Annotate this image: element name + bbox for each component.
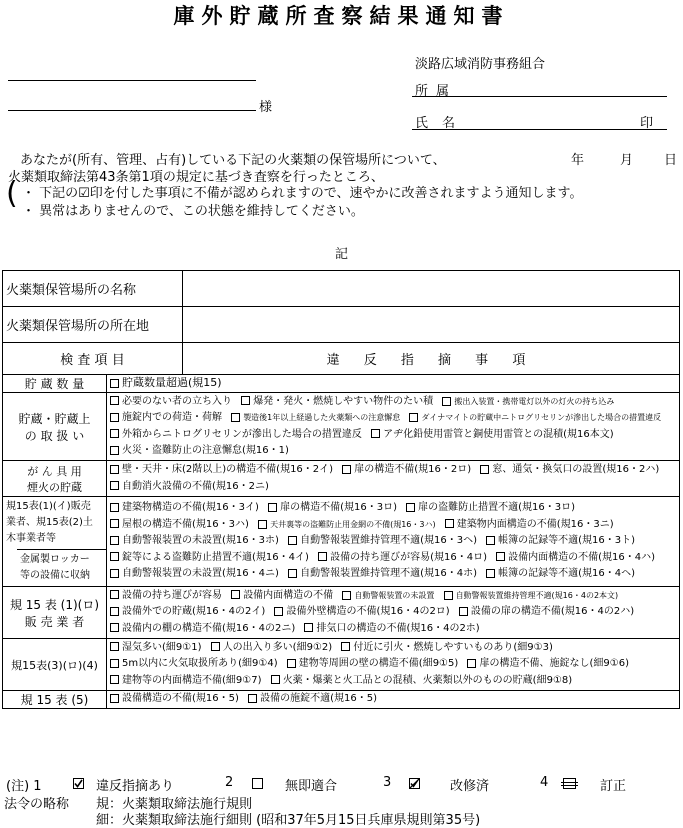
legend-corrected-icon <box>563 778 576 789</box>
checkbox[interactable] <box>406 503 415 512</box>
violation-item[interactable]: 火災・盗難防止の注意懈怠(規16・1) <box>110 443 289 460</box>
seal-mark: 印 <box>640 116 654 131</box>
name-line[interactable] <box>412 129 667 130</box>
violation-item[interactable]: 設備内面構造の不備(規16・4ハ) <box>496 550 655 567</box>
checkbox[interactable] <box>110 569 119 578</box>
violation-item[interactable]: 設備の持ち運びが容易(規16・4ロ) <box>318 550 487 567</box>
checkbox[interactable] <box>258 520 267 529</box>
date-day: 日 <box>664 153 678 168</box>
note-3-num: 3 <box>383 775 392 790</box>
checkbox[interactable] <box>445 519 454 528</box>
header-category: 検 査 項 目 <box>3 343 183 375</box>
checkbox[interactable] <box>467 659 476 668</box>
checkbox[interactable] <box>241 396 250 405</box>
note-2-num: 2 <box>225 775 234 790</box>
violation-item[interactable]: 製造後1年以上経過した火薬類への注意懈怠 <box>231 410 400 427</box>
note-violation: 違反指摘あり <box>96 779 175 794</box>
cat-table15-5: 規 15 表 (5) <box>3 691 107 709</box>
date-year: 年 <box>571 153 585 168</box>
cat-toy-fireworks: が ん 具 用 煙火の貯蔵 <box>3 461 107 497</box>
checkbox[interactable] <box>342 591 351 600</box>
violation-item[interactable]: 扉の構造不備、施錠なし(細9①6) <box>467 656 629 673</box>
addressee-line-1[interactable] <box>8 80 256 81</box>
abbrev-label: 法令の略称 <box>4 797 70 812</box>
date-month: 月 <box>620 153 634 168</box>
legend-repaired-icon <box>409 778 420 789</box>
checkbox[interactable] <box>486 569 495 578</box>
intro-line-2: 火薬類取締法第43条第1項の規定に基づき査察を行ったところ、 <box>8 170 384 185</box>
note-compliant: 無即適合 <box>285 779 338 794</box>
violation-item[interactable]: 扉の構造不備(規16・3ロ) <box>268 500 397 517</box>
violation-item[interactable]: 建物等の内面構造不備(細9①7) <box>110 673 262 690</box>
violation-item[interactable]: 設備構造の不備(規16・5) <box>110 691 239 708</box>
violation-item[interactable]: 爆発・発火・燃焼しやすい物件のたい積 <box>241 394 433 411</box>
document-title: 庫外貯蔵所査察結果通知書 <box>173 4 510 28</box>
organization-name: 淡路広域消防事務組合 <box>415 57 546 72</box>
abbrev-rule: 規：火薬類取締法施行規則 <box>96 797 253 812</box>
site-name-label: 火薬類保管場所の名称 <box>3 271 183 307</box>
affiliation-label: 所属 <box>415 84 458 99</box>
violation-item[interactable]: 天井裏等の盗難防止用金網の不備(規16・3ハ) <box>258 517 436 534</box>
checkbox[interactable] <box>110 519 119 528</box>
violation-item[interactable]: ダイナマイトの貯蔵中ニトログリセリンが滲出した場合の措置違反 <box>409 410 661 427</box>
violation-item[interactable]: 建築物構造の不備(規16・3イ) <box>110 500 259 517</box>
checkbox[interactable] <box>318 552 327 561</box>
checkbox[interactable] <box>342 465 351 474</box>
cat-sellers: 規15表(1)(イ)販売 業者、規15表(2)土 木事業者等 金属製ロッカー 等の設備に収納 <box>3 497 107 587</box>
site-address-label: 火薬類保管場所の所在地 <box>3 307 183 343</box>
cat-locker: 金属製ロッカー 等の設備に収納 <box>17 549 106 586</box>
violation-item[interactable]: 付近に引火・燃焼しやすいものあり(細9①3) <box>341 640 553 657</box>
checkbox[interactable] <box>268 503 277 512</box>
ki-heading: 記 <box>335 247 349 262</box>
legend-checked-icon <box>73 778 84 789</box>
header-violations: 違 反 指 摘 事 項 <box>183 343 680 375</box>
checkbox[interactable] <box>442 397 451 406</box>
option-bracket: ( <box>6 176 18 211</box>
checkbox[interactable] <box>480 465 489 474</box>
violation-item[interactable]: 貯蔵数量超過(規15) <box>110 375 222 392</box>
cat-storage-handling: 貯蔵・貯蔵上 の 取 扱 い <box>3 393 107 461</box>
cat-table15-1-ro: 規 15 表 (1)(ロ) 販 売 業 者 <box>3 587 107 639</box>
violation-item[interactable]: 設備外壁構造の不備(規16・4の2ロ) <box>274 604 449 621</box>
checkbox[interactable] <box>110 429 119 438</box>
checkbox[interactable] <box>110 675 119 684</box>
checkbox[interactable] <box>110 590 119 599</box>
option-deficiency[interactable]: ・ 下記の☑印を付した事項に不備が認められますので、速やかに改善されますよう通知します。 <box>22 186 583 201</box>
name-label: 氏名 <box>415 116 470 131</box>
checkbox[interactable] <box>110 536 119 545</box>
violation-item[interactable]: 自動警報装置維持管理不適(規16・4ホ) <box>288 566 477 583</box>
checkbox[interactable] <box>288 569 297 578</box>
checkbox[interactable] <box>110 396 119 405</box>
checkbox[interactable] <box>341 642 350 651</box>
checkbox[interactable] <box>211 642 220 651</box>
intro-line-1: あなたが(所有、管理、占有)している下記の火薬類の保管場所について、 <box>20 153 446 168</box>
violations-table <box>2 374 680 709</box>
checkbox[interactable] <box>444 591 453 600</box>
abbrev-detail: 細：火薬類取締法施行細則 (昭和37年5月15日兵庫県規則第35号) <box>96 813 481 828</box>
violation-item[interactable]: 施錠内での荷造・荷解 <box>110 410 222 427</box>
violation-item[interactable]: アヂ化鉛使用雷管と銅使用雷管との混積(規16本文) <box>371 427 614 444</box>
honorific: 様 <box>259 100 273 115</box>
violation-item[interactable]: 自動警報装置維持管理不適(規16・3ヘ) <box>288 533 477 550</box>
violation-item[interactable]: 排気口の構造の不備(規16・4の2ホ) <box>304 621 479 638</box>
checkbox[interactable] <box>231 413 240 422</box>
violation-item[interactable]: 必要のない者の立ち入り <box>110 394 232 411</box>
violation-item[interactable]: 搬出入装置・携帯電灯以外の灯火の持ち込み <box>442 394 614 411</box>
violation-item[interactable]: 自動警報装置の未設置 <box>342 588 434 605</box>
option-no-issue[interactable]: ・ 異常はありませんので、この状態を維持してください。 <box>22 204 364 219</box>
inspection-table <box>2 270 680 375</box>
violation-item[interactable]: 設備外での貯蔵(規16・4の2イ) <box>110 604 265 621</box>
cat-table15-3-ro-4: 規15表(3)(ロ)(4) <box>3 639 107 691</box>
checkbox[interactable] <box>110 552 119 561</box>
violation-item[interactable]: 自動警報装置維持管理不適(規16・4の2本文) <box>444 588 619 605</box>
checkbox[interactable] <box>110 379 119 388</box>
checkbox[interactable] <box>287 659 296 668</box>
checkbox[interactable] <box>271 675 280 684</box>
violation-item[interactable]: 扉の盗難防止措置不適(規16・3ロ) <box>406 500 575 517</box>
violation-item[interactable]: 壁・天井・床(2階以上)の構造不備(規16・2イ) <box>110 462 333 479</box>
violation-item[interactable]: 帳簿の記録等不適(規16・3ト) <box>486 533 635 550</box>
addressee-line-2[interactable] <box>8 110 256 111</box>
checkbox[interactable] <box>459 607 468 616</box>
violation-item[interactable]: 湿気多い(細9①1) <box>110 640 202 657</box>
violation-item[interactable]: 人の出入り多い(細9①2) <box>211 640 333 657</box>
checkbox[interactable] <box>486 536 495 545</box>
violation-item[interactable]: 火薬・爆薬と火工品との混積、火薬類以外のものの貯蔵(細9①8) <box>271 673 573 690</box>
violation-item[interactable]: 建物等周囲の壁の構造不備(細9①5) <box>287 656 459 673</box>
checkbox[interactable] <box>110 607 119 616</box>
violation-item[interactable]: 錠等による盗難防止措置不適(規16・4イ) <box>110 550 309 567</box>
checkbox[interactable] <box>110 694 119 703</box>
violation-item[interactable]: 設備内の棚の構造不備(規16・4の2ニ) <box>110 621 295 638</box>
violation-item[interactable]: 屋根の構造不備(規16・3ハ) <box>110 517 249 534</box>
checkbox[interactable] <box>288 536 297 545</box>
note-corrected: 訂正 <box>600 779 627 794</box>
checkbox[interactable] <box>110 642 119 651</box>
checkbox[interactable] <box>274 607 283 616</box>
note-4-num: 4 <box>540 775 549 790</box>
note-prefix: (注) 1 <box>6 779 42 794</box>
checkbox[interactable] <box>496 552 505 561</box>
violation-item[interactable]: 5m以内に火気取扱所あり(細9①4) <box>110 656 278 673</box>
checkbox[interactable] <box>110 503 119 512</box>
note-repaired: 改修済 <box>450 779 490 794</box>
checkbox[interactable] <box>110 659 119 668</box>
violation-item[interactable]: 自動消火設備の不備(規16・2ニ) <box>110 479 269 496</box>
checkbox[interactable] <box>409 413 418 422</box>
checkbox[interactable] <box>110 623 119 632</box>
checkbox[interactable] <box>304 623 313 632</box>
violation-item[interactable]: 自動警報装置の未設置(規16・4ニ) <box>110 566 279 583</box>
checkbox[interactable] <box>248 694 257 703</box>
violation-item[interactable]: 自動警報装置の未設置(規16・3ホ) <box>110 533 279 550</box>
violation-item[interactable]: 設備の持ち運びが容易 <box>110 588 222 605</box>
checkbox[interactable] <box>110 465 119 474</box>
checkbox[interactable] <box>110 481 119 490</box>
checkbox[interactable] <box>371 429 380 438</box>
violation-item[interactable]: 外箱からニトログリセリンが滲出した場合の措置違反 <box>110 427 362 444</box>
checkbox[interactable] <box>110 446 119 455</box>
violation-item[interactable]: 設備内面構造の不備 <box>231 588 333 605</box>
site-name-field[interactable] <box>183 271 680 307</box>
affiliation-line[interactable] <box>412 96 667 97</box>
legend-empty-box-icon <box>252 778 263 789</box>
violation-item[interactable]: 建築物内面構造の不備(規16・3ニ) <box>445 517 614 534</box>
violation-item[interactable]: 帳簿の記録等不適(規16・4ヘ) <box>486 566 635 583</box>
violation-item[interactable]: 窓、通気・換気口の設置(規16・2ハ) <box>480 462 659 479</box>
violation-item[interactable]: 扉の構造不備(規16・2ロ) <box>342 462 471 479</box>
violation-item[interactable]: 設備の扉の構造不備(規16・4の2ハ) <box>459 604 634 621</box>
violation-item[interactable]: 設備の施錠不適(規16・5) <box>248 691 377 708</box>
checkbox[interactable] <box>231 590 240 599</box>
cat-storage-qty: 貯 蔵 数 量 <box>3 375 107 393</box>
checkbox[interactable] <box>110 413 119 422</box>
site-address-field[interactable] <box>183 307 680 343</box>
